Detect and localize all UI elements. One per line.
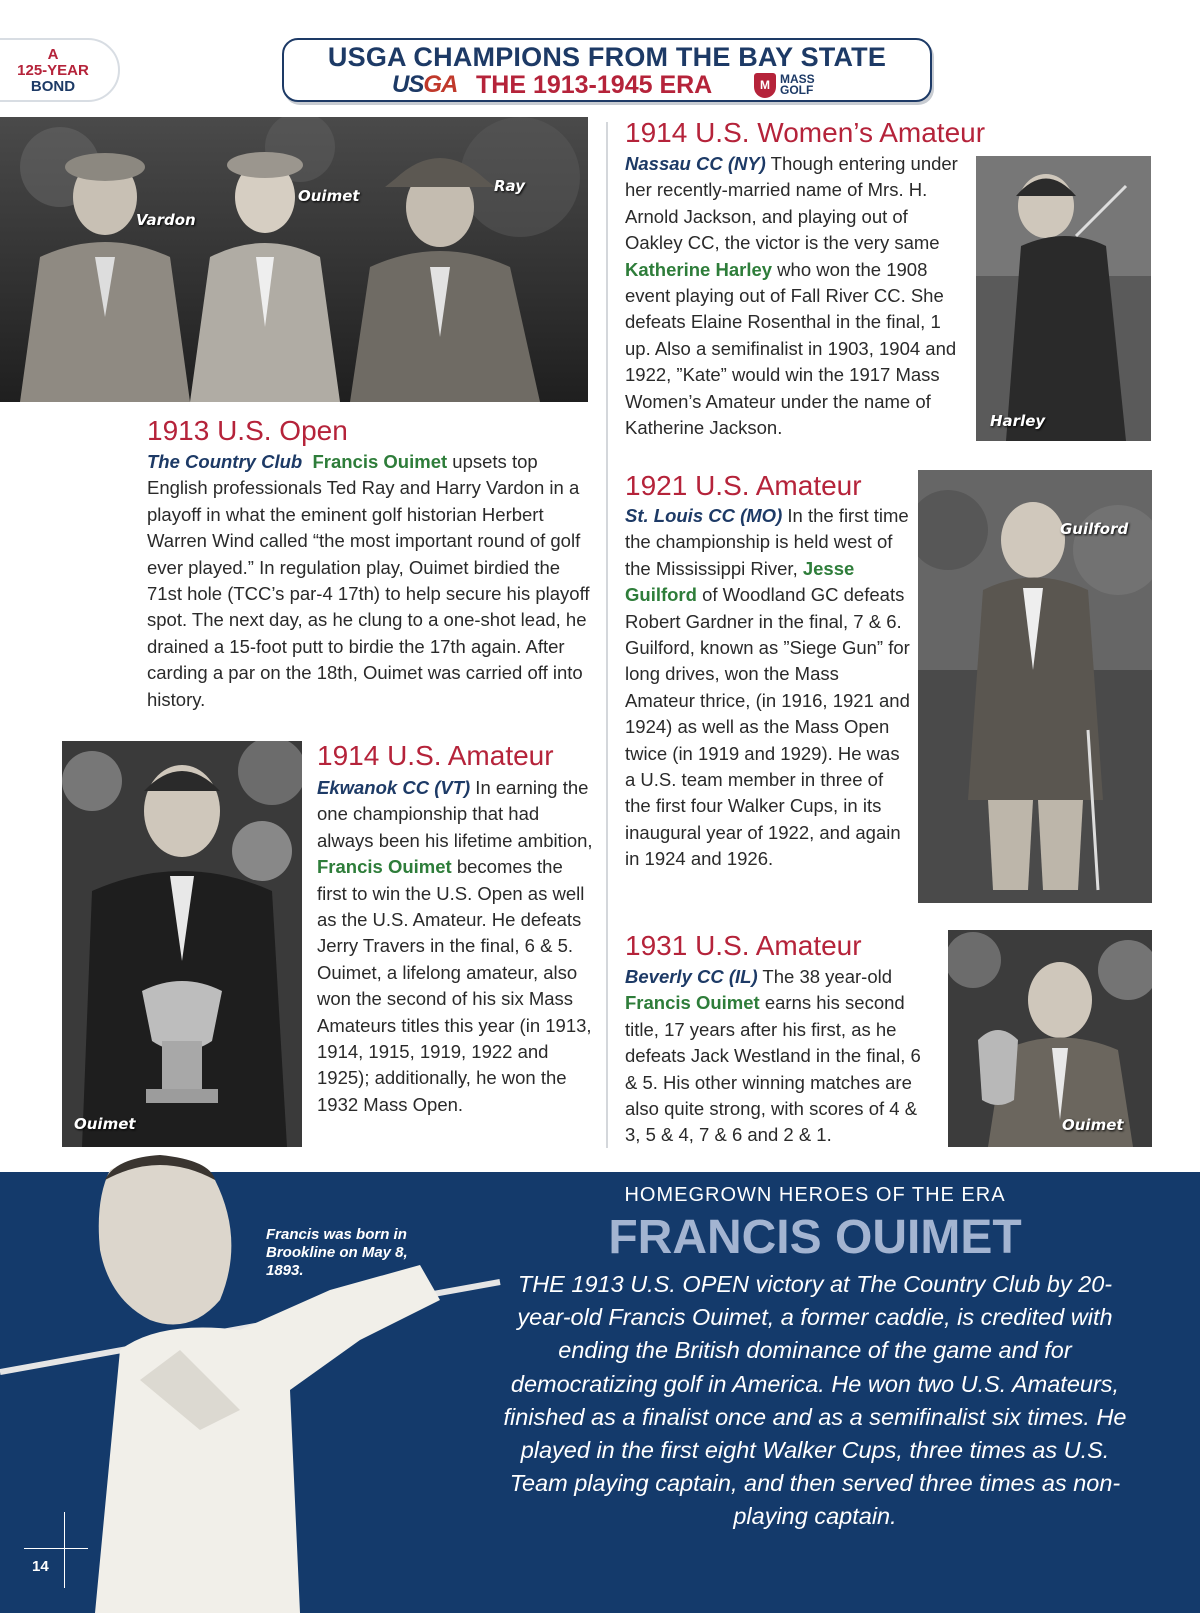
- section-body-1914-amateur: [317, 775, 597, 1118]
- usga-logo: [392, 72, 457, 98]
- anniversary-tab: [0, 38, 120, 102]
- champion-1913-open: Francis Ouimet: [312, 451, 448, 472]
- section-title-1913-open: 1913 U.S. Open: [147, 415, 348, 446]
- text-b-1931-amateur: earns his second title, 17 years after his first, as he defeats Jack Westland in the final, 6 & 5. His other winning matches are also quite strong, with scores of 4 & 3, 5 & 4, 7 & 6 and 2 & 1.: [625, 992, 921, 1146]
- header-banner: [282, 38, 932, 102]
- text-a-1921-amateur: In the first time the championship is held west of the Mississippi River,: [625, 505, 909, 579]
- mass-golf-text-1: MASS: [780, 72, 815, 86]
- section-title-1914-womens: 1914 U.S. Women’s Amateur: [625, 117, 986, 148]
- tab-line-2: 125-YEAR: [17, 62, 89, 79]
- era-title: THE 1913-1945 ERA: [476, 71, 713, 99]
- hero-text: THE 1913 U.S. OPEN victory at The Country Club by 20-year-old Francis Ouimet, a former caddie, is credited with ending the British dominance of the game and for democratizing golf in America. He won two U.S. Amateurs, finished as a finalist once and as a semifinalist six times. He played in the first eight Walker Cups, three times as U.S. Team playing captain, and then served three times as non-playing captain.: [503, 1271, 1127, 1530]
- caption-ouimet-1914: Ouimet: [74, 1115, 136, 1133]
- section-title-1921-amateur: 1921 U.S. Amateur: [625, 470, 862, 501]
- crop-mark-vertical: [64, 1512, 65, 1588]
- champion-1914-amateur: Francis Ouimet: [317, 856, 452, 878]
- column-divider: [606, 122, 608, 1148]
- caption-harley: Harley: [990, 412, 1046, 430]
- page-title: USGA CHAMPIONS FROM THE BAY STATE: [327, 42, 887, 72]
- champion-1931-amateur: Francis Ouimet: [625, 992, 760, 1014]
- text-b-1914-amateur: becomes the first to win the U.S. Open as well as the U.S. Amateur. He defeats Jerry Travers in the final, 6 & 5. Ouimet, a lifelong amateur, also won the second of his six Mass Amateurs titles this year (in 1913, 1914, 1915, 1919, 1922 and 1925); additionally, he won the 1932 Mass Open.: [317, 856, 592, 1115]
- usga-logo-ga: GA: [423, 71, 458, 98]
- text-1913-open: upsets top English professionals Ted Ray and Harry Vardon in a playoff in what the eminent golf historian Herbert Warren Wind called “the most important round of golf ever played.” In regulation play, Ouimet birdied the 71st hole (TCC’s par-4 17th) to help secure his playoff spot. The next day, as he clung to a one-shot lead, he drained a 15-foot putt to birdie the 17th again. After carding a par on the 18th, Ouimet was carried off into history.: [147, 451, 590, 710]
- hero-kicker: HOMEGROWN HEROES OF THE ERA: [624, 1184, 1006, 1206]
- section-title-1931-amateur: 1931 U.S. Amateur: [625, 930, 862, 961]
- photo-vardon-ouimet-ray: [0, 117, 588, 402]
- champion-1921-amateur: Jesse Guilford: [625, 557, 855, 606]
- tab-line-3: BOND: [30, 78, 76, 95]
- caption-ouimet-1931: Ouimet: [1062, 1116, 1124, 1134]
- section-body-1931-amateur: [625, 964, 935, 1149]
- venue-1914-womens: Nassau CC (NY): [625, 153, 766, 174]
- mass-golf-text-2: GOLF: [780, 83, 814, 97]
- photo-ouimet-1914: [62, 741, 302, 1147]
- caption-ouimet: Ouimet: [298, 187, 360, 205]
- hero-name: FRANCIS OUIMET: [608, 1211, 1022, 1264]
- mass-golf-logo: [754, 73, 834, 99]
- crop-mark-horizontal: [24, 1548, 88, 1549]
- usga-logo-us: US: [392, 71, 424, 98]
- photo-ouimet-1931: [948, 930, 1152, 1147]
- page-number: 14: [32, 1558, 49, 1575]
- venue-1921-amateur: St. Louis CC (MO): [625, 505, 783, 526]
- venue-1931-amateur: Beverly CC (IL): [625, 966, 758, 987]
- text-a-1931-amateur: The 38 year-old: [757, 966, 893, 987]
- section-body-1914-womens: [625, 151, 965, 441]
- caption-guilford: Guilford: [1060, 520, 1129, 538]
- venue-1914-amateur: Ekwanok CC (VT): [317, 777, 471, 798]
- caption-ray: Ray: [494, 177, 525, 195]
- venue-1913-open: The Country Club: [147, 451, 303, 472]
- mass-golf-shield-icon: M: [754, 73, 776, 98]
- photo-francis-ouimet-swing: [0, 1150, 510, 1613]
- section-body-1921-amateur: [625, 503, 910, 873]
- text-a-1914-amateur: In earning the one championship that had always been his lifetime ambition,: [317, 777, 593, 851]
- text-a-1914-womens: Though entering under her recently-married name of Mrs. H. Arnold Jackson, and playing out of Oakley CC, the victor is the very same: [625, 153, 958, 254]
- section-title-1914-amateur: 1914 U.S. Amateur: [317, 740, 554, 771]
- text-b-1921-amateur: of Woodland GC defeats Robert Gardner in the final, 7 & 6. Guilford, known as ”Siege Gun” for long drives, won the Mass Amateur thrice, (in 1916, 1921 and 1924) as well as the Mass Open twice (in 1919 and 1929). He was a U.S. team member in three of the first four Walker Cups, in its inaugural year of 1922, and again in 1924 and 1926.: [625, 584, 910, 870]
- photo-harley: [976, 156, 1151, 441]
- tab-line-1: A: [47, 46, 59, 63]
- champion-1914-womens: Katherine Harley: [625, 258, 773, 280]
- photo-guilford: [918, 470, 1152, 903]
- section-body-1913-open: [147, 449, 592, 713]
- text-b-1914-womens: who won the 1908 event playing out of Fall River CC. She defeats Elaine Rosenthal in the final, 1 up. Also a semifinalist in 1903, 1904 and 1922, ”Kate” would win the 1917 Mass Women’s Amateur under the name of Katherine Jackson.: [625, 258, 957, 439]
- born-caption: Francis was born in Brookline on May 8, 1893.: [266, 1226, 408, 1279]
- caption-vardon: Vardon: [136, 211, 196, 229]
